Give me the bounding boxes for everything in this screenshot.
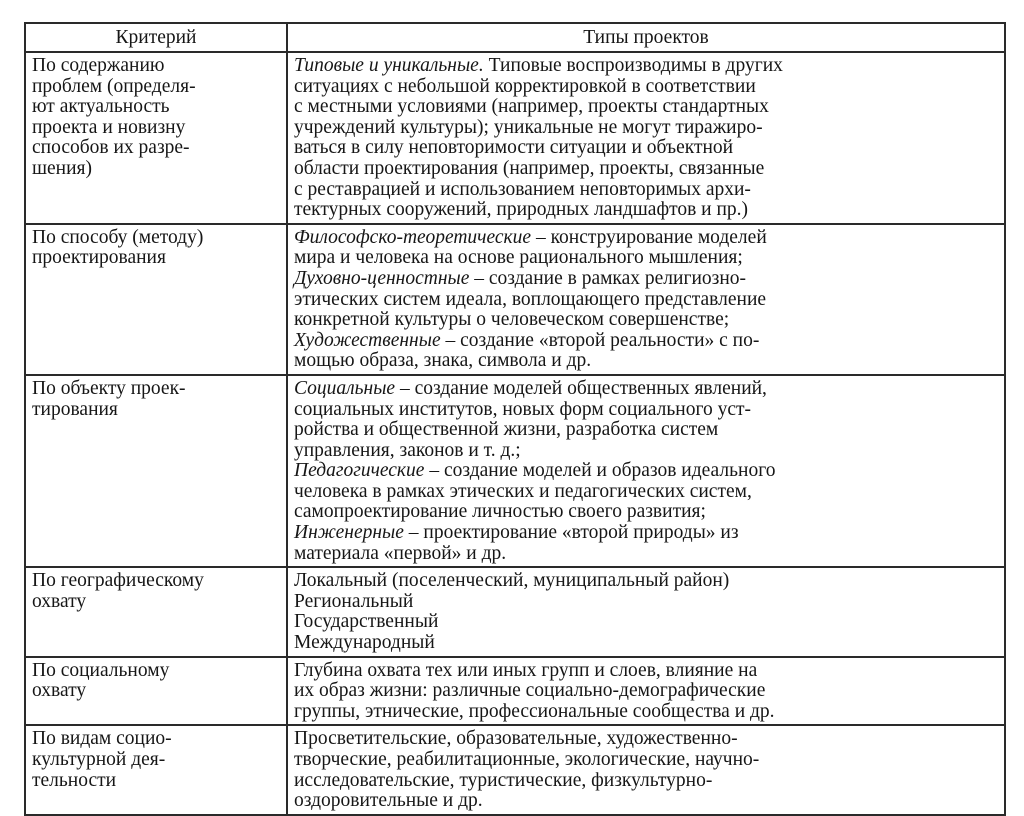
content-line <box>294 56 998 77</box>
content-line <box>294 592 998 613</box>
criterion-line: проекта и новизну <box>32 116 186 138</box>
content-line <box>294 482 998 503</box>
type-description: конкретной культуры о человеческом совершенстве; <box>294 309 730 331</box>
table-row <box>25 567 1005 656</box>
content-line <box>294 729 998 750</box>
project-types-cell <box>287 375 1005 567</box>
type-description: – конструирование моделей <box>531 226 767 248</box>
content-line <box>294 331 998 352</box>
type-description: творческие, реабилитационные, экологические, научно- <box>294 749 760 770</box>
content-line <box>294 310 998 331</box>
type-description: – создание в рамках религиозно- <box>469 267 747 289</box>
table-row <box>25 375 1005 567</box>
criterion-line: По объекту проек- <box>32 377 186 399</box>
type-description: самопроектирование личностью своего развития; <box>294 501 706 523</box>
criterion-line: По видам социо- <box>32 728 172 750</box>
table-header-row <box>25 23 1005 52</box>
content-line <box>294 702 998 723</box>
type-description: – проектирование «второй природы» из <box>403 522 739 544</box>
criterion-line: тельности <box>32 769 117 791</box>
type-description: их образ жизни: различные социально-демографические <box>294 680 766 702</box>
criterion-line: тирования <box>32 398 118 420</box>
type-description: человека в рамках этических и педагогических систем, <box>294 480 752 502</box>
criterion-line: охвату <box>32 590 87 612</box>
type-description: ситуациях с небольшой корректировкой в соответствии <box>294 75 756 97</box>
content-line <box>294 269 998 290</box>
content-line <box>294 180 998 201</box>
type-description: – создание моделей общественных явлений, <box>395 377 767 399</box>
type-description: Государственный <box>294 611 439 633</box>
type-name: Философско-теоретические <box>294 226 532 248</box>
project-types-table <box>24 22 1006 816</box>
project-types-table-frame <box>24 22 1004 816</box>
type-description: исследовательские, туристические, физкультурно- <box>294 769 713 791</box>
project-types-cell <box>287 224 1005 375</box>
content-line <box>294 248 998 269</box>
content-line <box>294 379 998 400</box>
criterion-line: По содержанию <box>32 55 165 76</box>
content-line <box>294 118 998 139</box>
type-description: управления, законов и т. д.; <box>294 439 521 461</box>
criterion-cell <box>25 657 287 726</box>
type-description: Типовые воспроизводимы в других <box>483 55 783 76</box>
criterion-line: ют актуальность <box>32 96 170 118</box>
type-description: оздоровительные и др. <box>294 790 483 812</box>
content-line <box>294 681 998 702</box>
type-description: мощью образа, знака, символа и др. <box>294 350 592 372</box>
type-description: области проектирования (например, проекты, связанные <box>294 157 765 179</box>
criterion-cell <box>25 52 287 224</box>
content-line <box>294 502 998 523</box>
content-line <box>294 523 998 544</box>
criterion-line: способов их разре- <box>32 137 190 159</box>
table-row <box>25 657 1005 726</box>
project-types-cell <box>287 52 1005 224</box>
content-line <box>294 228 998 249</box>
criterion-line: охвату <box>32 680 87 702</box>
header-project-types: Типы проектов <box>287 23 1005 52</box>
content-line <box>294 750 998 771</box>
criterion-line: По социальному <box>32 659 170 681</box>
content-line <box>294 461 998 482</box>
criterion-cell <box>25 375 287 567</box>
type-description: мира и человека на основе рационального мышления; <box>294 247 743 269</box>
type-description: социальных институтов, новых форм социального уст- <box>294 398 752 420</box>
criterion-cell <box>25 224 287 375</box>
type-description: Международный <box>294 632 435 654</box>
type-description: – создание «второй реальности» с по- <box>440 329 760 351</box>
project-types-cell <box>287 567 1005 656</box>
table-row <box>25 725 1005 814</box>
criterion-cell <box>25 567 287 656</box>
header-criterion: Критерий <box>25 23 287 52</box>
type-name: Духовно-ценностные <box>294 267 470 289</box>
criterion-line: проблем (определя- <box>32 75 196 97</box>
type-description: Глубина охвата тех или иных групп и слоев, влияние на <box>294 659 758 681</box>
content-line <box>294 97 998 118</box>
content-line <box>294 77 998 98</box>
content-line <box>294 290 998 311</box>
content-line <box>294 400 998 421</box>
content-line <box>294 571 998 592</box>
type-description: учреждений культуры); уникальные не могут тиражиро- <box>294 116 763 138</box>
type-description: с местными условиями (например, проекты стандартных <box>294 96 769 118</box>
content-line <box>294 544 998 565</box>
table-row <box>25 224 1005 375</box>
criterion-line: По способу (методу) <box>32 226 204 248</box>
content-line <box>294 771 998 792</box>
type-description: ваться в силу неповторимости ситуации и объектной <box>294 137 734 159</box>
content-line <box>294 612 998 633</box>
type-description: тектурных сооружений, природных ландшафтов и пр.) <box>294 199 749 221</box>
type-description: – создание моделей и образов идеального <box>424 460 776 482</box>
criterion-line: По географическому <box>32 570 204 592</box>
type-description: с реставрацией и использованием неповторимых архи- <box>294 178 751 200</box>
type-name: Социальные <box>294 377 396 399</box>
type-description: Региональный <box>294 590 414 612</box>
criterion-cell <box>25 725 287 814</box>
content-line <box>294 441 998 462</box>
content-line <box>294 791 998 812</box>
type-name: Типовые и уникальные. <box>294 55 484 76</box>
content-line <box>294 351 998 372</box>
criterion-line: культурной дея- <box>32 749 166 770</box>
criterion-line: проектирования <box>32 247 166 269</box>
type-name: Художественные <box>294 329 441 351</box>
project-types-cell <box>287 725 1005 814</box>
type-description: материала «первой» и др. <box>294 542 507 564</box>
criterion-line: шения) <box>32 157 93 179</box>
type-description: Просветительские, образовательные, художественно- <box>294 728 738 750</box>
content-line <box>294 159 998 180</box>
project-types-cell <box>287 657 1005 726</box>
type-description: Локальный (поселенческий, муниципальный район) <box>294 570 730 592</box>
type-name: Педагогические <box>294 460 425 482</box>
type-description: этических систем идеала, воплощающего представление <box>294 288 767 310</box>
table-row <box>25 52 1005 224</box>
content-line <box>294 633 998 654</box>
content-line <box>294 661 998 682</box>
type-description: группы, этнические, профессиональные сообщества и др. <box>294 700 775 722</box>
type-name: Инженерные <box>294 522 404 544</box>
content-line <box>294 138 998 159</box>
content-line <box>294 200 998 221</box>
content-line <box>294 420 998 441</box>
type-description: ройства и общественной жизни, разработка систем <box>294 419 719 441</box>
